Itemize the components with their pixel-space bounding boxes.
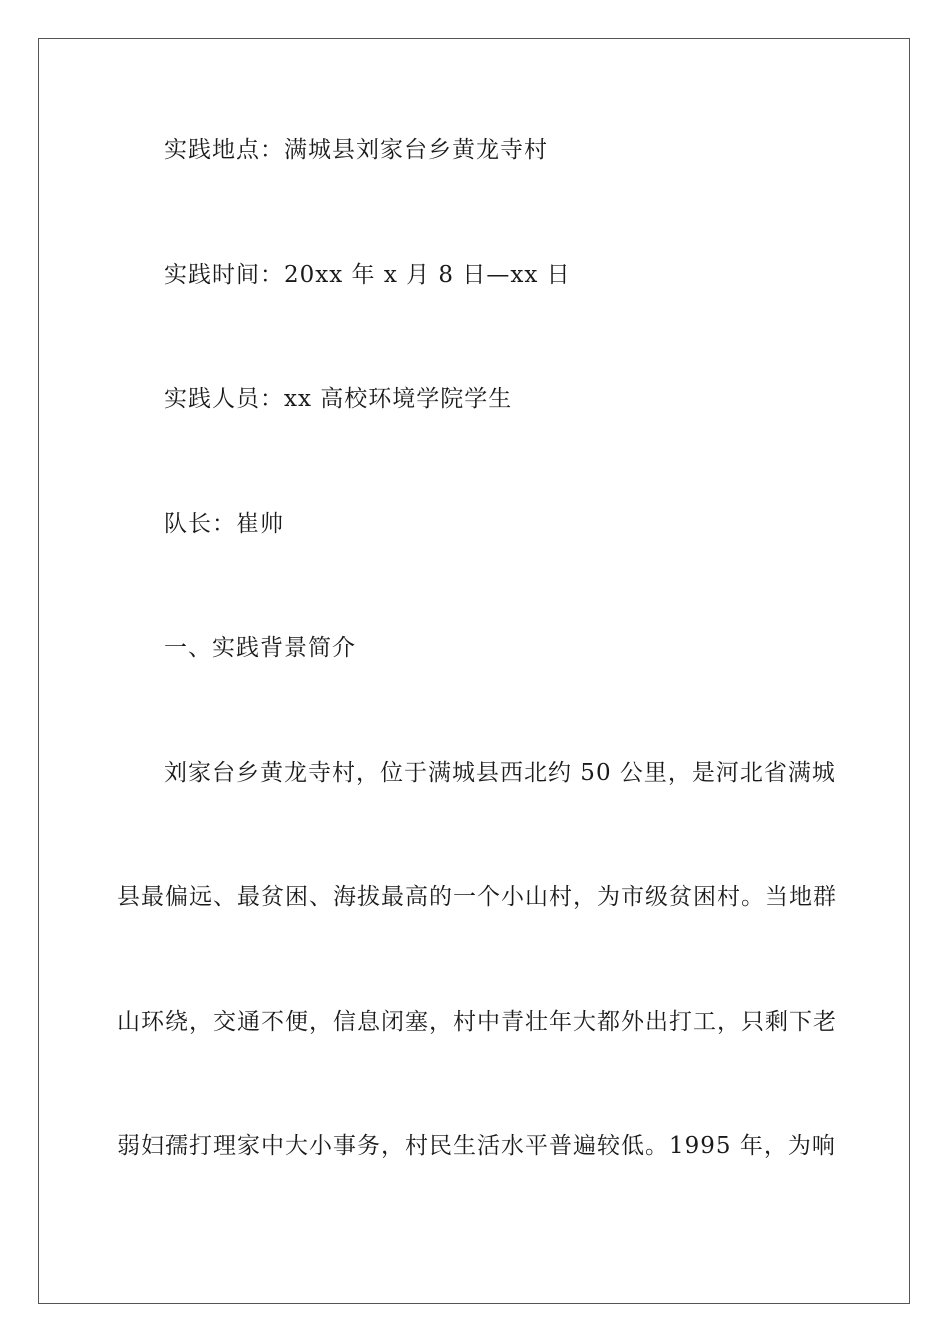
body-line: 刘家台乡黄龙寺村，位于满城县西北约 50 公里，是河北省满城 xyxy=(164,760,836,786)
practice-location: 实践地点：满城县刘家台乡黄龙寺村 xyxy=(164,137,548,163)
body-line: 弱妇孺打理家中大小事务，村民生活水平普遍较低。1995 年，为响 xyxy=(117,1133,836,1159)
practice-members: 实践人员：xx 高校环境学院学生 xyxy=(164,386,513,412)
section-heading: 一、实践背景简介 xyxy=(164,635,356,661)
page-border xyxy=(38,38,910,1304)
body-line: 山环绕，交通不便，信息闭塞，村中青壮年大都外出打工，只剩下老 xyxy=(117,1009,837,1035)
practice-time: 实践时间：20xx 年 x 月 8 日—xx 日 xyxy=(164,262,571,288)
body-line: 县最偏远、最贫困、海拔最高的一个小山村，为市级贫困村。当地群 xyxy=(117,884,837,910)
team-leader: 队长：崔帅 xyxy=(164,511,284,537)
